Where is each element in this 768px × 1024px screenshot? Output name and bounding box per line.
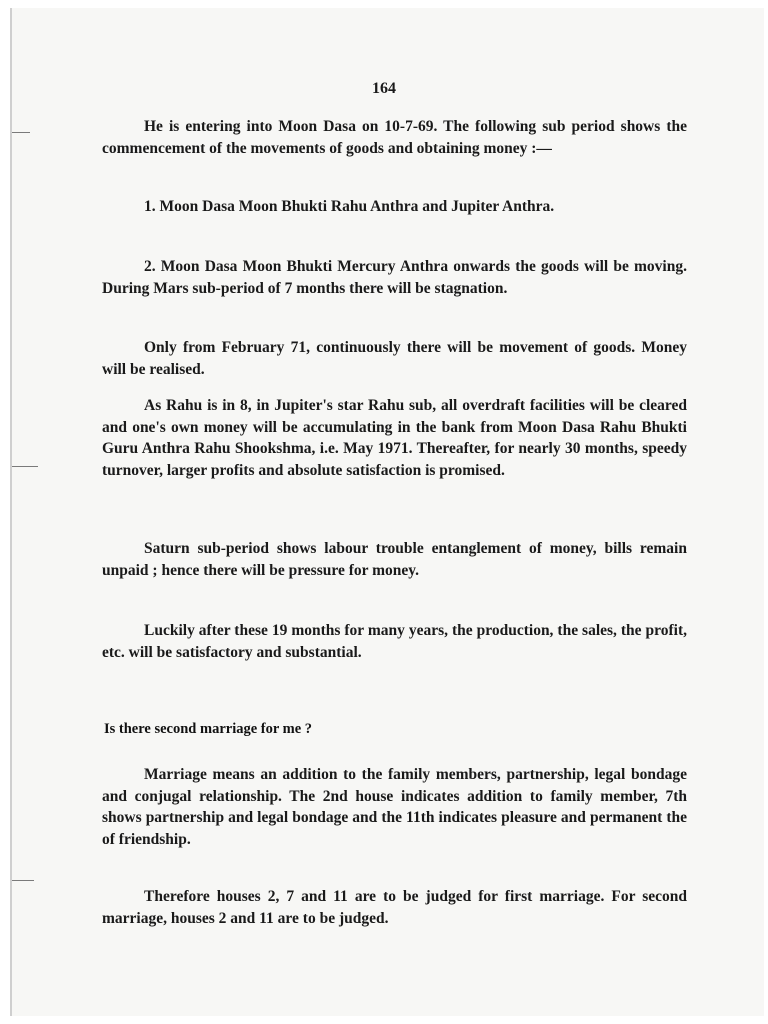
scan-edge-mark xyxy=(12,880,34,881)
page-number: 164 xyxy=(372,80,396,97)
paragraph-item-1: 1. Moon Dasa Moon Bhukti Rahu Anthra and Jupiter Anthra. xyxy=(144,198,555,215)
paragraph-rahu: As Rahu is in 8, in Jupiter's star Rahu sub, all overdraft facilities will be cleared and one's own money will be accumulating in the bank from Moon Dasa Rahu Bhukti Guru Anthra Rahu Shookshma, i.e. May 1971. Thereafter, for nearly 30 months, speedy turnover, larger profits and absolute satisfaction is promised. xyxy=(102,397,687,479)
paragraph-saturn: Saturn sub-period shows labour trouble entanglement of money, bills remain unpaid ; hence there will be pressure for money. xyxy=(102,540,687,579)
paragraph-marriage: Marriage means an addition to the family members, partnership, legal bondage and conjugal relationship. The 2nd house indicates addition to family member, 7th shows partnership and legal bondage and the 11th indicates pleasure and permanent the of friendship. xyxy=(102,766,687,848)
scan-edge-mark xyxy=(12,132,30,133)
paragraph-houses: Therefore houses 2, 7 and 11 are to be judged for first marriage. For second marriage, houses 2 and 11 are to be judged. xyxy=(102,888,687,927)
paragraph-movement: Only from February 71, continuously there will be movement of goods. Money will be realised. xyxy=(102,339,687,378)
scanned-page xyxy=(10,8,764,1016)
scan-edge-mark xyxy=(12,466,38,467)
section-heading: Is there second marriage for me ? xyxy=(104,721,313,737)
paragraph-luckily: Luckily after these 19 months for many years, the production, the sales, the profit, etc. will be satisfactory and substantial. xyxy=(102,622,687,661)
paragraph-item-2: 2. Moon Dasa Moon Bhukti Mercury Anthra onwards the goods will be moving. During Mars sub-period of 7 months there will be stagnation. xyxy=(102,258,687,297)
paragraph-intro: He is entering into Moon Dasa on 10-7-69. The following sub period shows the commencement of the movements of goods and obtaining money :— xyxy=(102,118,687,157)
